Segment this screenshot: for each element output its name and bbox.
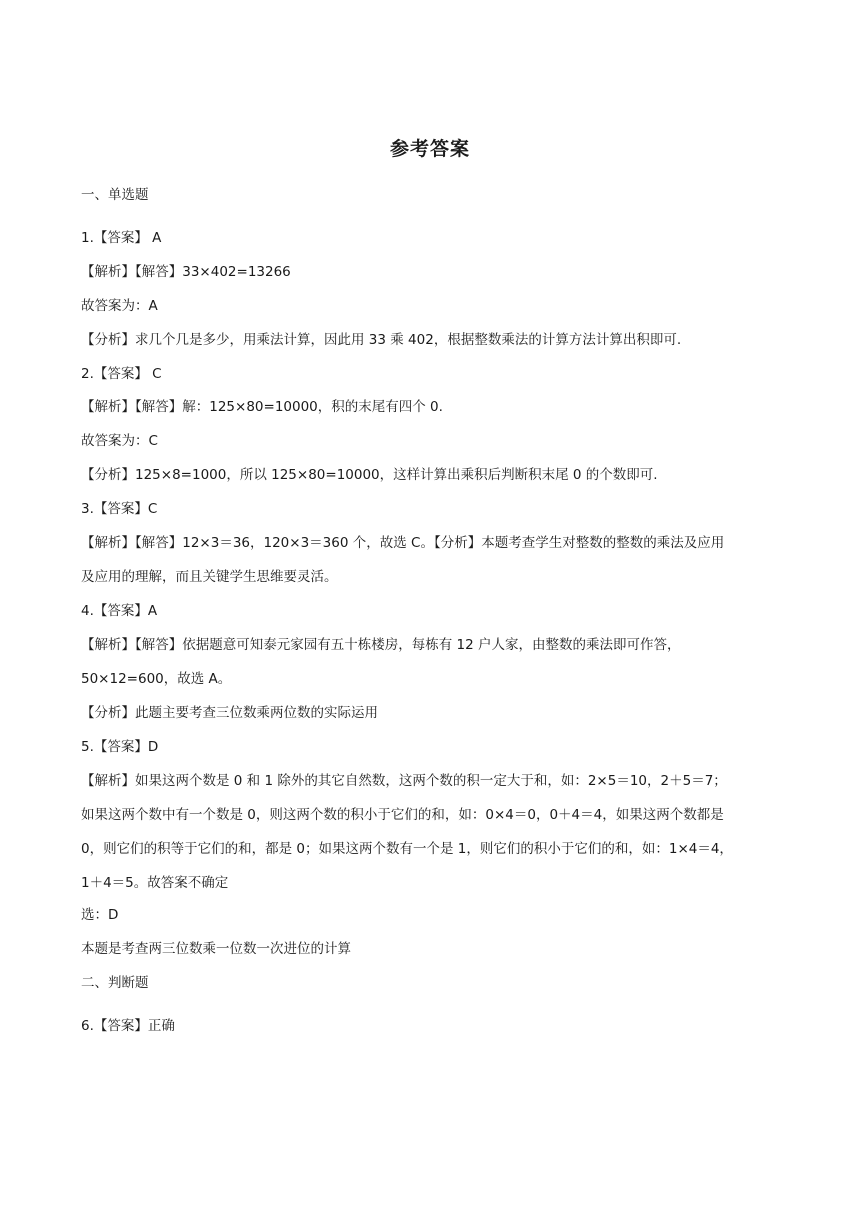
explanation-line: 【解析】【解答】依据题意可知泰元家园有五十栋楼房，每栋有 12 户人家，由整数的乘法即可作答， — [81, 637, 681, 653]
explanation-line: 及应用的理解，而且关键学生思维要灵活。 — [81, 569, 338, 585]
analysis-line: 【分析】此题主要考查三位数乘两位数的实际运用 — [81, 705, 378, 721]
conclusion-line: 选：D — [81, 907, 119, 923]
explanation-line: 【解析】【解答】12×3＝36，120×3＝360 个，故选 C。【分析】本题考查学生对整数的整数的乘法及应用 — [81, 535, 725, 551]
analysis-line: 【分析】求几个几是多少，用乘法计算，因此用 33 乘 402，根据整数乘法的计算方法计算出积即可. — [81, 332, 682, 348]
explanation-line: 【解析】【解答】解：125×80=10000，积的末尾有四个 0. — [81, 399, 443, 415]
explanation-line: 【解析】如果这两个数是 0 和 1 除外的其它自然数，这两个数的积一定大于和，如：2×5＝10，2＋5＝7； — [81, 773, 727, 789]
explanation-line: 如果这两个数中有一个数是 0，则这两个数的积小于它们的和，如：0×4＝0，0＋4＝4，如果这两个数都是 — [81, 807, 724, 823]
analysis-line: 本题是考查两三位数乘一位数一次进位的计算 — [81, 941, 351, 957]
explanation-line: 1＋4＝5。故答案不确定 — [81, 875, 229, 891]
answer-line-1: 1.【答案】 A — [81, 230, 162, 246]
answer-line-2: 2.【答案】 C — [81, 366, 162, 382]
explanation-line: 【解析】【解答】33×402=13266 — [81, 264, 291, 280]
answer-line-6: 6.【答案】正确 — [81, 1018, 175, 1034]
section-heading-single-choice: 一、单选题 — [81, 187, 149, 203]
page-title: 参考答案 — [389, 138, 470, 160]
conclusion-line: 故答案为：A — [81, 298, 158, 314]
answer-line-3: 3.【答案】C — [81, 501, 158, 517]
conclusion-line: 故答案为：C — [81, 433, 158, 449]
explanation-line: 50×12=600，故选 A。 — [81, 671, 232, 687]
answer-line-5: 5.【答案】D — [81, 739, 159, 755]
answer-line-4: 4.【答案】A — [81, 603, 158, 619]
analysis-line: 【分析】125×8=1000，所以 125×80=10000，这样计算出乘积后判断积末尾 0 的个数即可. — [81, 467, 658, 483]
section-heading-true-false: 二、判断题 — [81, 975, 149, 991]
explanation-line: 0，则它们的积等于它们的和，都是 0；如果这两个数有一个是 1，则它们的积小于它们的和，如：1×4＝4， — [81, 841, 733, 857]
